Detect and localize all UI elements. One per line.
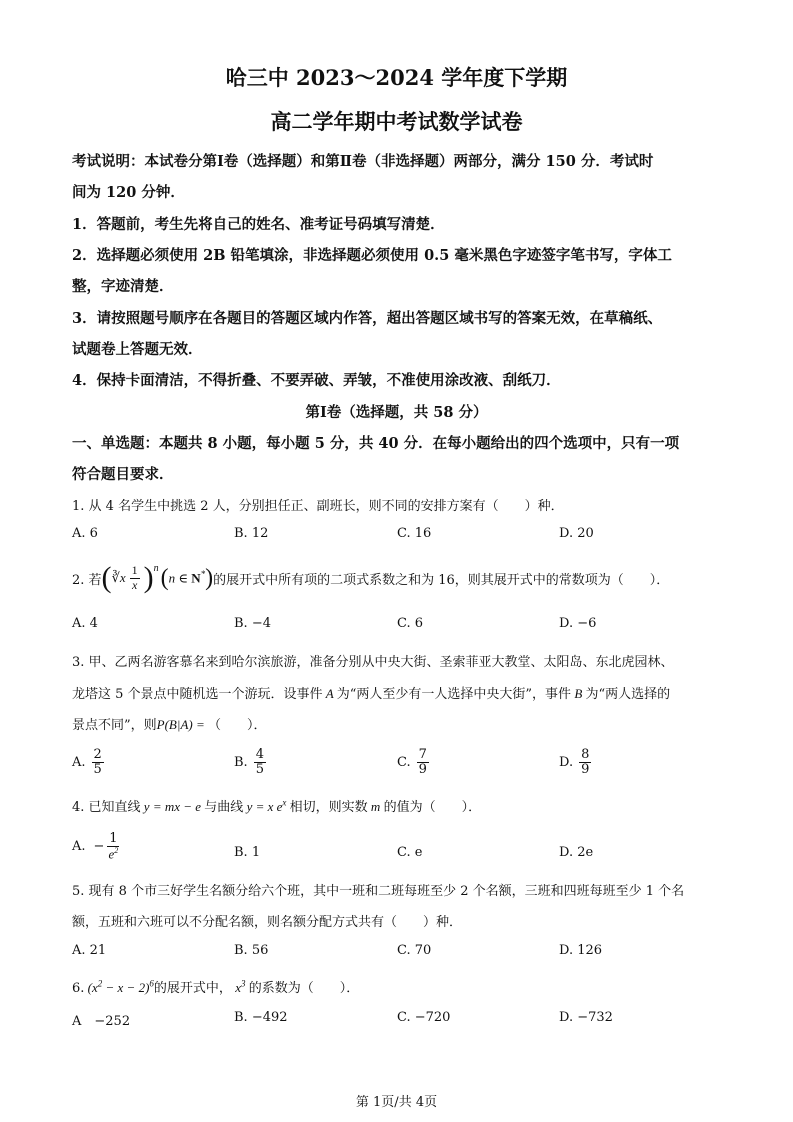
q3-option-b-fraction: $\frac{4}{5}$	[255, 747, 264, 778]
event-a-symbol: A	[322, 686, 337, 701]
q4-text-d: 的值为（ ）．	[383, 800, 482, 815]
question-6	[72, 977, 359, 996]
q4-option-a-minus: −	[93, 839, 105, 855]
q1-option-b: B. 12	[234, 526, 269, 541]
q6-text-a: 6.	[72, 981, 85, 996]
question-2	[72, 556, 669, 600]
q5-option-b: B. 56	[234, 943, 269, 958]
q4-text-a: 4. 已知直线	[72, 800, 141, 815]
q3-option-c	[397, 748, 429, 778]
q3-option-a	[72, 748, 104, 778]
part-one-intro-a: 一、单选题：本题共 8 小题，每小题 5 分，共 40 分．在每小题给出的四个选项中，只有一项	[72, 435, 680, 452]
q6-text-c: 的系数为（ ）．	[248, 981, 360, 996]
instructions-line-1: 考试说明：本试卷分第Ⅰ卷（选择题）和第Ⅱ卷（非选择题）两部分，满分 150 分．考试时	[72, 153, 654, 170]
q2-prefix: 2. 若	[72, 572, 102, 588]
exam-title-1: 哈三中 2023～2024 学年度下学期	[225, 65, 568, 90]
q3-option-b-label: B.	[234, 755, 248, 771]
question-5-line-2: 额，五班和六班可以不分配名额，则名额分配方式共有（ ）种．	[72, 915, 463, 930]
question-3-line-2	[72, 683, 670, 702]
instruction-item-2b: 整，字迹清楚．	[72, 278, 174, 295]
q4-option-d: D. 2e	[559, 845, 594, 860]
question-5-line-1: 5. 现有 8 个市三好学生名额分给六个班，其中一班和二班每班至少 2 个名额，三班和四班每班至少 1 个名	[72, 884, 685, 899]
q3-option-b	[234, 748, 266, 778]
q3-option-c-fraction: $\frac{7}{9}$	[418, 747, 427, 778]
q2-option-b: B. −4	[234, 616, 271, 631]
q4-text-b: 与曲线	[204, 800, 244, 815]
parameter-m: m	[367, 799, 384, 814]
q6-option-d: D. −732	[559, 1010, 613, 1025]
q3-text-b: 为“两人至少有一人选择中央大街”，事件	[336, 687, 572, 702]
question-1: 1. 从 4 名学生中挑选 2 人，分别担任正、副班长，则不同的安排方案有（ ）种．	[72, 499, 564, 514]
instructions-line-2: 间为 120 分钟．	[72, 184, 185, 201]
q5-option-a: A. 21	[72, 943, 107, 958]
q5-option-d: D. 126	[559, 943, 603, 958]
q3-text-e: （ ）．	[207, 718, 267, 733]
section-heading: 第Ⅰ卷（选择题，共 58 分）	[305, 404, 488, 421]
q3-option-a-label: A.	[72, 755, 86, 771]
part-one-intro-b: 符合题目要求．	[72, 466, 174, 483]
q3-text-c: 为“两人选择的	[585, 687, 671, 702]
question-3-line-3	[72, 714, 267, 733]
question-3-line-1: 3. 甲、乙两名游客慕名来到哈尔滨旅游，准备分别从中央大街、圣索菲亚大教堂、太阳岛、东北虎园林、	[72, 655, 674, 670]
q3-option-d-fraction: $\frac{8}{9}$	[581, 747, 590, 778]
q6-option-c: C. −720	[397, 1010, 451, 1025]
instruction-item-4: 4．保持卡面清洁，不得折叠、不要弄破、弄皱，不准使用涂改液、刮纸刀．	[72, 372, 561, 389]
instruction-item-3b: 试题卷上答题无效．	[72, 341, 203, 358]
q1-option-a: A. 6	[72, 526, 98, 541]
q2-option-d: D. −6	[559, 616, 597, 631]
event-b-symbol: B	[571, 686, 586, 701]
instruction-item-2a: 2．选择题必须使用 2B 铅笔填涂，非选择题必须使用 0.5 毫米黑色字迹签字笔书写，字体工	[72, 247, 672, 264]
q3-text-d: 景点不同”，则	[72, 718, 157, 733]
q6-polynomial-expression: $(x^2 - x - 2)^6$	[84, 978, 154, 995]
q3-option-a-fraction: $\frac{2}{5}$	[93, 747, 102, 778]
q2-option-c: C. 6	[397, 616, 424, 631]
instruction-item-1: 1．答题前，考生先将自己的姓名、准考证号码填写清楚．	[72, 216, 445, 233]
conditional-probability-expression: P(B|A) =	[156, 717, 208, 732]
q3-text-a: 龙塔这 5 个景点中随机选一个游玩．设事件	[72, 687, 323, 702]
q2-binomial-expression: ( ∛x $\frac{1}{x}$ ) $^n$ ( n ∈ N* )	[101, 561, 214, 594]
line-equation: y = mx − e	[140, 799, 205, 814]
q6-text-b: 的展开式中，	[153, 981, 232, 996]
exam-title-2: 高二学年期中考试数学试卷	[270, 109, 523, 134]
q1-option-d: D. 20	[559, 526, 594, 541]
q4-option-a	[72, 832, 120, 862]
q2-suffix: 的展开式中所有项的二项式系数之和为 16，则其展开式中的常数项为（ ）．	[213, 572, 670, 588]
q6-term: $x^3$	[231, 978, 246, 995]
q2-option-a: A. 4	[72, 616, 98, 631]
question-4	[72, 796, 481, 815]
q4-option-c: C. e	[397, 845, 423, 860]
q6-option-b: B. −492	[234, 1010, 288, 1025]
q3-option-d-label: D.	[559, 755, 574, 771]
q3-option-d	[559, 748, 591, 778]
q3-option-c-label: C.	[397, 755, 411, 771]
page-footer: 第 1页/共 4页	[355, 1095, 438, 1110]
q4-option-b: B. 1	[234, 845, 261, 860]
q4-option-a-fraction: $\frac{1}{e^2}$	[108, 831, 119, 862]
q5-option-c: C. 70	[397, 943, 432, 958]
q4-text-c: 相切，则实数	[289, 800, 368, 815]
instruction-item-3a: 3．请按照题号顺序在各题目的答题区域内作答，超出答题区域书写的答案无效，在草稿纸、	[72, 310, 663, 327]
q6-option-a: A −252	[72, 1014, 131, 1029]
q4-option-a-label: A.	[72, 839, 86, 855]
curve-equation: y = x $e^x$	[243, 797, 287, 814]
q1-option-c: C. 16	[397, 526, 432, 541]
